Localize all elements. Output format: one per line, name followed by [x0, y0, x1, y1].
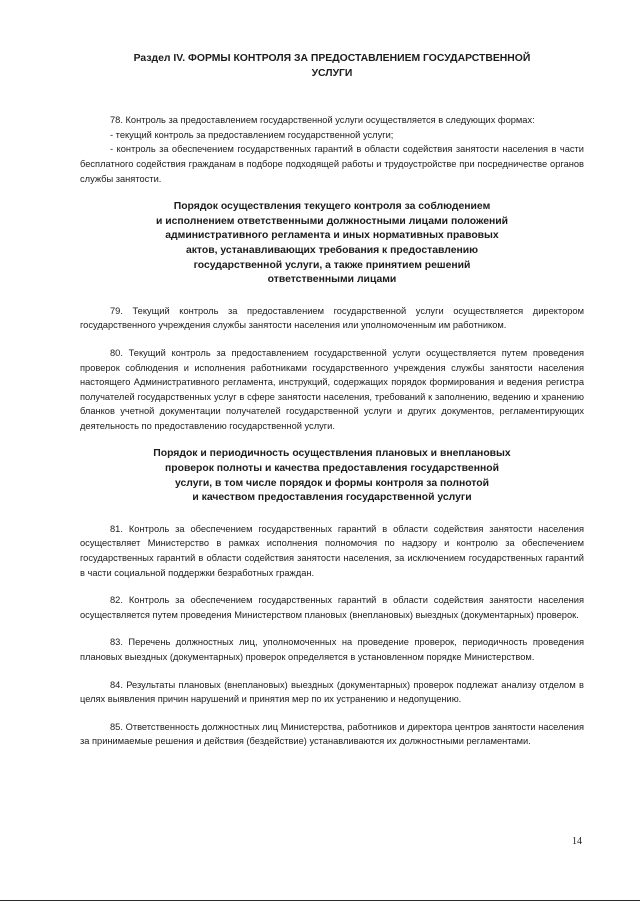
subheading-line: актов, устанавливающих требования к предоставлению	[185, 244, 479, 256]
bottom-scan-edge	[0, 900, 640, 901]
paragraph-83: 83. Перечень должностных лиц, уполномоченных на проведение проверок, периодичность проведения плановых выездных (документарных) проверок определяется в установленном порядке Министерством.	[80, 637, 584, 662]
subheading-current-control	[80, 200, 584, 288]
paragraph-80: 80. Текущий контроль за предоставлением государственной услуги осуществляется путем проведения проверок соблюдения и исполнения работниками государственного учреждения службы занятости населения настоящего Административного регламента, инструкций, содержащих порядок формирования и ведения регистра получателей государственных услуг в сфере занятости населения, требований к заполнению, ведению и хранению бланков учетной документации получателей государственной услуги и других документов, регламентирующих деятельность по предоставлению государственной услуги.	[80, 347, 584, 431]
paragraph-78-item-2: - контроль за обеспечением государственных гарантий в области содействия занятости населения в части бесплатного содействия гражданам в подборе подходящей работы и трудоустройстве при посредничестве органов службы занятости.	[80, 144, 584, 184]
paragraph-84: 84. Результаты плановых (внеплановых) выездных (документарных) проверок подлежат анализу отделом в целях выявления причин нарушений и принятия мер по их устранению и недопущению.	[80, 679, 584, 705]
paragraph-78-item-1: - текущий контроль за предоставлением государственной услуги;	[110, 129, 394, 140]
paragraph-82: 82. Контроль за обеспечением государственных гарантий в области содействия занятости населения осуществляется путем проведения Министерством плановых (внеплановых) выездных (документарных) проверок.	[80, 595, 584, 620]
subheading-line: и исполнением ответственными должностными лицами положений	[155, 215, 509, 227]
paragraph-81: 81. Контроль за обеспечением государственных гарантий в области содействия занятости населения осуществляет Министерство в рамках исполнения полномочия по надзору и контролю за обеспечением государственных гарантий в области содействия занятости населения, за исключением государственных гарантий в части социальной поддержки безработных граждан.	[80, 523, 584, 578]
page-content	[80, 52, 584, 749]
subheading-line: Порядок осуществления текущего контроля за соблюдением	[173, 201, 491, 213]
subheading-line: услуги, в том числе порядок и формы контроля за полнотой	[175, 477, 489, 489]
subheading-line: государственной услуги, а также принятием решений	[193, 259, 471, 271]
subheading-line: административного регламента и иных нормативных правовых	[165, 230, 499, 242]
subheading-line: проверок полноты и качества предоставления государственной	[165, 463, 499, 475]
section-title-line: УСЛУГИ	[311, 67, 353, 79]
paragraph-85: 85. Ответственность должностных лиц Министерства, работников и директора центров занятости населения за принимаемые решения и действия (бездействие) устанавливаются их должностными регламентами.	[80, 721, 584, 747]
subheading-inspections	[80, 447, 584, 505]
paragraph-79: 79. Текущий контроль за предоставлением государственной услуги осуществляется директором государственного учреждения службы занятости населения или уполномоченным им работником.	[80, 305, 584, 331]
section-title	[80, 52, 584, 81]
subheading-line: ответственными лицами	[267, 274, 397, 286]
page-number: 14	[572, 836, 582, 847]
subheading-line: и качеством предоставления государственной услуги	[192, 492, 472, 504]
section-title-line: Раздел IV. ФОРМЫ КОНТРОЛЯ ЗА ПРЕДОСТАВЛЕНИЕМ ГОСУДАРСТВЕННОЙ	[133, 53, 531, 64]
paragraph-78-intro: 78. Контроль за предоставлением государственной услуги осуществляется в следующих формах:	[110, 115, 535, 126]
subheading-line: Порядок и периодичность осуществления плановых и внеплановых	[153, 448, 511, 460]
